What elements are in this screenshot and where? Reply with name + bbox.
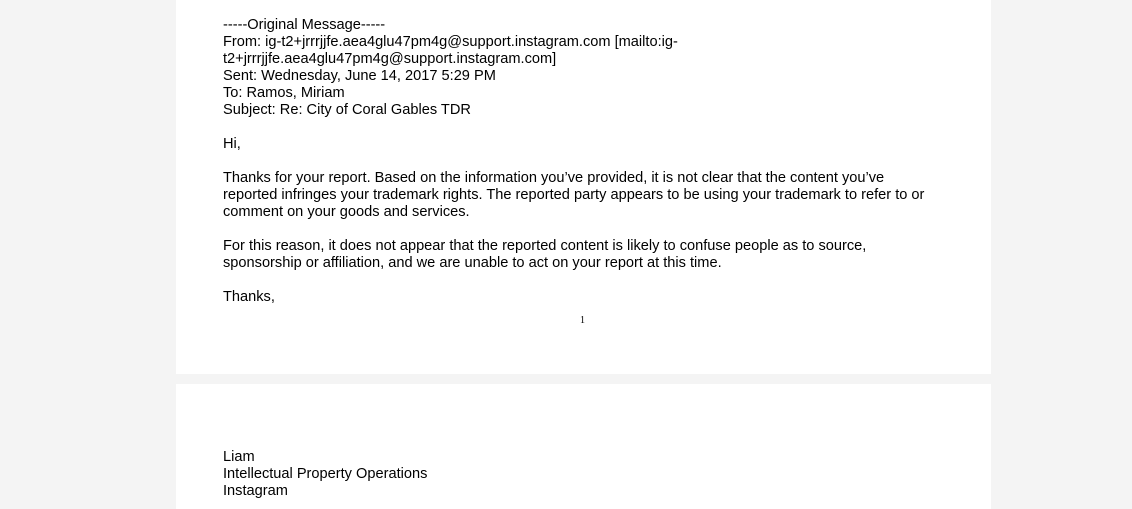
original-message-header: -----Original Message-----	[223, 17, 386, 33]
from-line-1: From: ig-t2+jrrrjjfe.aea4glu47pm4g@support.instagram.com [mailto:ig-	[223, 34, 678, 50]
sent-line: Sent: Wednesday, June 14, 2017 5:29 PM	[223, 68, 496, 84]
signature-department: Intellectual Property Operations	[223, 466, 428, 482]
subject-line: Subject: Re: City of Coral Gables TDR	[223, 102, 471, 118]
paragraph-1-line-1: Thanks for your report. Based on the information you’ve provided, it is not clear that the content you’ve	[223, 170, 885, 186]
from-line-2: t2+jrrrjjfe.aea4glu47pm4g@support.instagram.com]	[223, 51, 557, 67]
page-2	[176, 384, 991, 509]
to-line: To: Ramos, Miriam	[223, 85, 345, 101]
paragraph-2-line-2: sponsorship or affiliation, and we are unable to act on your report at this time.	[223, 255, 722, 271]
signature-company: Instagram	[223, 483, 288, 499]
signature-name: Liam	[223, 449, 255, 465]
paragraph-2-line-1: For this reason, it does not appear that the reported content is likely to confuse people as to source,	[223, 238, 867, 254]
paragraph-1-line-2: reported infringes your trademark rights. The reported party appears to be using your trademark to refer to or	[223, 187, 925, 203]
page-number: 1	[580, 315, 585, 326]
paragraph-1-line-3: comment on your goods and services.	[223, 204, 470, 220]
closing: Thanks,	[223, 289, 275, 305]
page-1	[176, 0, 991, 374]
greeting: Hi,	[223, 136, 241, 152]
